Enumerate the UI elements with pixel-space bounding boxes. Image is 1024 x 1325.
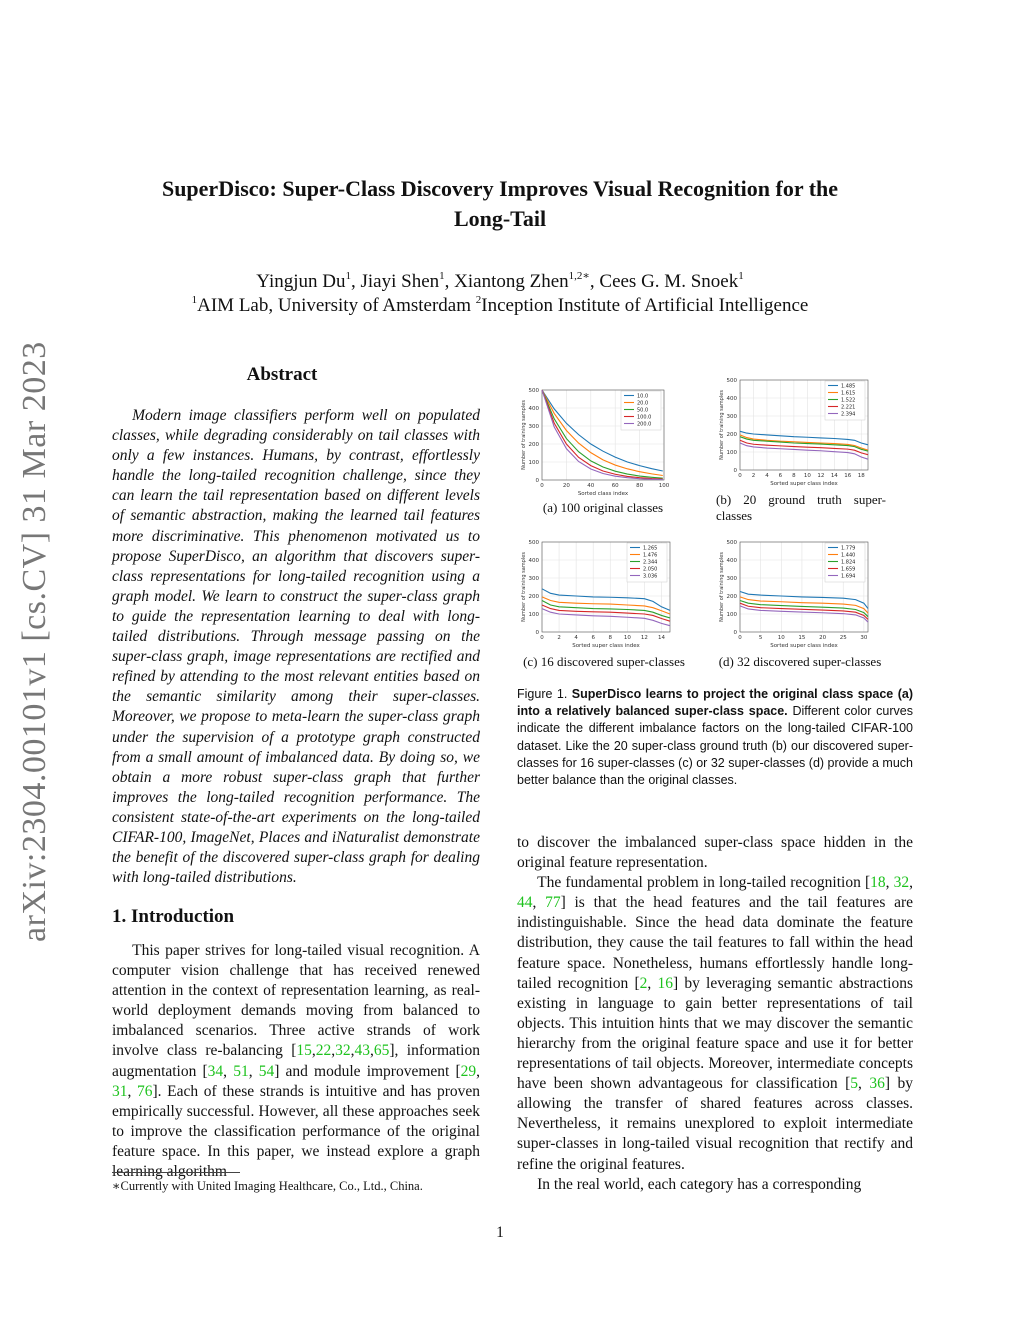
page-number: 1 (496, 1224, 504, 1241)
legend-label: 2.394 (841, 411, 856, 418)
affiliations (100, 294, 900, 318)
right-column-body (517, 833, 913, 1195)
x-tick-label: 0 (540, 483, 544, 489)
x-tick-label: 4 (574, 635, 578, 641)
legend-label: 1.476 (643, 552, 658, 559)
x-axis-label: Sorted class index (577, 491, 629, 497)
x-tick-label: 100 (658, 483, 670, 489)
citation-link[interactable]: 76 (137, 1082, 153, 1100)
legend-label: 1.659 (841, 566, 856, 573)
y-tick-label: 500 (528, 540, 539, 546)
affiliation-name: Inception Institute of Artificial Intelligence (481, 295, 809, 316)
footnote-rule (112, 1172, 240, 1173)
y-tick-label: 100 (528, 612, 539, 618)
citation-link[interactable]: 43 (354, 1042, 371, 1060)
author-name: Yingjun Du (256, 271, 346, 292)
right-column-paragraph: to discover the imbalanced super-class space hidden in the original feature representation. (517, 834, 913, 872)
x-tick-label: 18 (857, 473, 865, 479)
abstract-heading: Abstract (246, 364, 318, 385)
section-heading-introduction: 1. Introduction (112, 906, 235, 927)
chart-d (716, 534, 874, 652)
y-tick-label: 0 (733, 630, 737, 636)
x-tick-label: 6 (591, 635, 595, 641)
citation-link[interactable]: 32 (335, 1042, 351, 1060)
x-tick-label: 40 (587, 483, 595, 489)
author-affiliation-mark: 1 (345, 270, 351, 282)
x-tick-label: 15 (798, 635, 806, 641)
figure-panel-c (518, 534, 676, 652)
x-tick-label: 5 (758, 635, 763, 641)
citation-link[interactable]: 51 (233, 1062, 249, 1080)
y-tick-label: 300 (726, 576, 737, 582)
y-tick-label: 400 (528, 406, 539, 412)
y-tick-label: 0 (535, 630, 539, 636)
y-axis-label: Number of training samples (521, 400, 527, 470)
x-tick-label: 0 (738, 473, 742, 479)
legend-label: 1.779 (841, 545, 856, 552)
y-tick-label: 300 (726, 414, 737, 420)
figure-caption-bold: SuperDisco learns to project the original class space (a) into a relatively balanced super-class space. (517, 687, 913, 719)
legend-label: 20.0 (637, 400, 649, 407)
x-tick-label: 10 (623, 635, 631, 641)
intro-paragraph: This paper strives for long-tailed visual recognition. A computer vision challenge that has received renewed attention in the context of representation learning, as real-world deployment demands moving from balanced to imbalanced scenarios. Three active strands of work involve class re-balancing [15,22,32,43,65], information augmentation [34, 51, 54] and module improvement [29, 31, 76]. Each of these strands is intuitive and has proven empirically successful. However, all these approaches seek to improve the classification performance of the original feature space. In this paper, we instead explore a graph learning algorithm (112, 942, 481, 1181)
x-axis-label: Sorted super class index (572, 643, 640, 649)
figure-caption-rest: Different color curves indicate the different imbalance factors on the long-tailed CIFAR-100 dataset. Like the 20 super-class ground truth (b) our discovered super-classes for 16 super-classes (c) or 32 super-classes (d) provide a much better balance than the original classes. (517, 704, 913, 788)
series-line (740, 603, 868, 619)
citation-link[interactable]: 16 (657, 974, 673, 992)
y-tick-label: 500 (528, 388, 539, 394)
figure-caption (517, 686, 913, 789)
x-tick-label: 30 (860, 635, 868, 641)
citation-link[interactable]: 31 (112, 1082, 128, 1100)
subcaption-a: (a) 100 original classes (542, 500, 664, 515)
introduction-body (112, 941, 480, 1182)
citation-link[interactable]: 2 (639, 974, 648, 992)
y-axis-label: Number of training samples (719, 552, 725, 622)
y-tick-label: 200 (726, 594, 737, 600)
author-name: Jiayi Shen (360, 271, 440, 292)
subcaption-c: (c) 16 discovered super-classes (523, 654, 685, 669)
y-tick-label: 100 (528, 460, 539, 466)
figure-panel-d (716, 534, 874, 652)
legend-label: 50.0 (637, 407, 649, 414)
y-tick-label: 300 (528, 424, 539, 430)
y-tick-label: 500 (726, 378, 737, 384)
x-tick-label: 16 (844, 473, 852, 479)
figure-panel-b (716, 372, 874, 490)
citation-link[interactable]: 77 (545, 894, 561, 912)
y-tick-label: 0 (733, 468, 737, 474)
x-tick-label: 2 (557, 635, 561, 641)
y-tick-label: 0 (535, 478, 539, 484)
x-tick-label: 6 (778, 473, 783, 479)
abstract-body (112, 406, 480, 888)
author-name: Cees G. M. Snoek (599, 271, 739, 292)
citation-link[interactable]: 54 (258, 1062, 275, 1080)
legend-label: 100.0 (637, 414, 652, 421)
legend-label: 200.0 (637, 421, 652, 428)
y-tick-label: 400 (726, 558, 737, 564)
right-column-paragraph: The fundamental problem in long-tailed recognition [18, 32, 44, 77] is that the head features and the tail features are indistinguishable. Since the head data dominate the feature distribution, they cause the tail features to fall within the head feature space. Nonetheless, humans effortlessly handle long-tailed recognition [2, 16] by leveraging semantic abstractions existing in language to gain better representations of tail objects. This intuition hints that we may discover the semantic hierarchy from the original feature space and use it for better representations of tail objects. Moreover, intermediate concepts have been shown advantageous for classification [5, 36] by allowing the transfer of shared features across classes. Nevertheless, it remains unexplored to exploit intermediate super-classes in long-tailed visual recognition that rectify and refine the original features. (517, 874, 914, 1173)
y-tick-label: 100 (726, 612, 737, 618)
y-tick-label: 500 (726, 540, 737, 546)
legend-label: 2.344 (643, 559, 658, 566)
paper-title (100, 174, 900, 234)
author-affiliation-mark: 1 (738, 270, 744, 282)
citation-link[interactable]: 65 (373, 1042, 390, 1060)
figure-panel-a (518, 382, 670, 500)
author-affiliation-mark: 1 (439, 270, 445, 282)
figure-label: Figure 1. (517, 687, 572, 701)
y-axis-label: Number of training samples (521, 552, 527, 622)
author-affiliation-mark: 1,2∗ (568, 270, 590, 282)
legend-label: 1.694 (841, 573, 856, 580)
x-tick-label: 8 (792, 473, 796, 479)
x-tick-label: 4 (765, 473, 769, 479)
citation-link[interactable]: 22 (315, 1042, 332, 1060)
citation-link[interactable]: 34 (207, 1062, 224, 1080)
legend-label: 1.485 (841, 383, 856, 390)
legend-label: 1.440 (841, 552, 856, 559)
citation-link[interactable]: 29 (460, 1062, 477, 1080)
legend-label: 10.0 (637, 393, 649, 400)
arxiv-identifier[interactable]: arXiv:2304.00101v1 [cs.CV] 31 Mar 2023 (16, 341, 53, 942)
y-tick-label: 400 (726, 396, 737, 402)
y-tick-label: 200 (726, 432, 737, 438)
legend-label: 1.265 (643, 545, 658, 552)
x-tick-label: 14 (657, 635, 665, 641)
subcaption-b: (b) 20 ground truth super-classes (716, 492, 886, 523)
legend-label: 2.221 (841, 404, 856, 411)
citation-link[interactable]: 18 (870, 874, 886, 892)
abstract-text: Modern image classifiers perform well on populated classes, while degrading considerably on tail classes with only a few instances. Humans, by contrast, effortlessly handle the long-tailed recognition challenge, since they can learn the tail representation based on different levels of semantic abstraction, making the learned tail features more discriminative. This phenomenon motivated us to propose SuperDisco, an algorithm that discovers super-class representations for long-tailed recognition using a graph model. We learn to construct the super-class graph to guide the representation learning to deal with long-tailed distributions. Through message passing on the super-class graph, image representations are rectified and refined by attending to the most relevant entities based on the semantic similarity among their super-classes. Moreover, we propose to meta-learn the super-class graph under the supervision of a prototype graph constructed from a small amount of imbalanced data. By doing so, we obtain a more robust super-class graph that further improves the long-tailed recognition performance. The consistent state-of-the-art experiments on the long-tailed CIFAR-100, ImageNet, Places and iNaturalist demonstrate the benefit of the discovered super-class graph for dealing with long-tailed distributions. (112, 407, 480, 887)
right-column-paragraph: In the real world, each category has a corresponding (537, 1175, 862, 1193)
affiliation-name: AIM Lab, University of Amsterdam (197, 295, 476, 316)
title-line-2: Long-Tail (453, 206, 547, 231)
y-tick-label: 300 (528, 576, 539, 582)
x-tick-label: 80 (636, 483, 644, 489)
x-tick-label: 2 (751, 473, 756, 479)
legend-label: 1.615 (841, 390, 856, 397)
subcaption-d: (d) 32 discovered super-classes (718, 654, 882, 669)
x-tick-label: 0 (540, 635, 544, 641)
citation-link[interactable]: 44 (517, 894, 533, 912)
chart-a (518, 382, 670, 500)
affiliation-mark: 2 (475, 294, 482, 306)
x-axis-label: Sorted super class index (770, 481, 838, 487)
citation-link[interactable]: 5 (850, 1075, 858, 1093)
x-tick-label: 12 (817, 473, 825, 479)
x-tick-label: 10 (803, 473, 811, 479)
x-tick-label: 8 (608, 635, 613, 641)
citation-link[interactable]: 36 (869, 1075, 885, 1093)
x-tick-label: 60 (611, 483, 619, 489)
x-tick-label: 20 (562, 483, 570, 489)
affiliation-mark: 1 (191, 294, 198, 306)
x-tick-label: 14 (830, 473, 838, 479)
legend-label: 1.824 (841, 559, 856, 566)
chart-b (716, 372, 874, 490)
x-tick-label: 10 (777, 635, 785, 641)
x-tick-label: 20 (819, 635, 827, 641)
y-tick-label: 100 (726, 450, 737, 456)
x-tick-label: 0 (738, 635, 742, 641)
y-axis-label: Number of training samples (719, 390, 725, 460)
y-tick-label: 400 (528, 558, 539, 564)
citation-link[interactable]: 32 (893, 874, 910, 892)
author-list: Yingjun Du$^1$, Jiayi Shen$^1$, Xiantong Zhen$^{1,2∗}$, Cees G. M. Snoek$^1$ (256, 270, 744, 292)
footnote: ∗Currently with United Imaging Healthcare, Co., Ltd., China. (112, 1179, 423, 1193)
author-name: Xiantong Zhen (454, 271, 569, 292)
legend-label: 2.050 (643, 566, 658, 573)
y-tick-label: 200 (528, 442, 539, 448)
legend-label: 3.036 (643, 573, 658, 580)
x-tick-label: 12 (640, 635, 648, 641)
title-line-1: SuperDisco: Super-Class Discovery Improves Visual Recognition for the (161, 176, 839, 201)
citation-link[interactable]: 15 (296, 1042, 312, 1060)
x-axis-label: Sorted super class index (770, 643, 838, 649)
chart-c (518, 534, 676, 652)
y-tick-label: 200 (528, 594, 539, 600)
legend-label: 1.522 (841, 397, 856, 404)
x-tick-label: 25 (839, 635, 847, 641)
series-line (542, 609, 670, 626)
